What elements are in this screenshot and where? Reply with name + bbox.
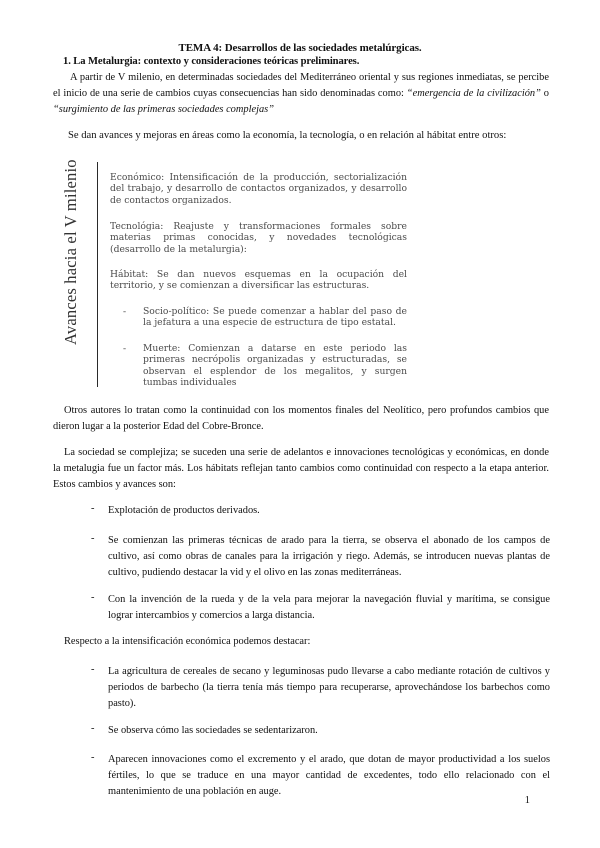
paragraph-2: Otros autores lo tratan como la continuidad con los momentos finales del Neolítico, pero profundos cambios que dieron lugar a la posterior Edad del Cobre-Bronce. — [53, 405, 549, 432]
diagram-item-tecnologia: Tecnológia: Reajuste y transformaciones formales sobre materias primas conocidas, y novedades tecnológicas (desarrollo de la metalurgia): — [110, 221, 407, 255]
list-item: Se observa cómo las sociedades se sedentarizaron. — [108, 725, 318, 736]
diagram-item-sociopolitico: Socio-político: Se puede comenzar a hablar del paso de la jefatura a una especie de estructura de tipo estatal. — [143, 306, 407, 329]
list-bullet: - — [91, 592, 95, 603]
list-bullet: - — [91, 503, 95, 514]
list-item: Explotación de productos derivados. — [108, 505, 260, 516]
intro-quote-1: “emergencia de la civilización” — [406, 88, 541, 99]
page-title: TEMA 4: Desarrollos de las sociedades metalúrgicas. — [178, 42, 422, 54]
diagram-item-habitat: Hábitat: Se dan nuevos esquemas en la ocupación del territorio, y se comienzan a diversificar las estructuras. — [110, 269, 407, 292]
diagram-item-muerte: Muerte: Comienzan a datarse en este periodo las primeras necrópolis organizadas y estructuradas, se observan el esplendor de los megalitos, y surgen tumbas individuales — [143, 343, 407, 388]
intro-paragraph — [53, 70, 549, 118]
list-bullet: - — [91, 752, 95, 763]
diagram-dash: - — [123, 343, 127, 353]
intro-connector: o — [540, 88, 549, 99]
paragraph-3: La sociedad se complejiza; se suceden una serie de adelantos e innovaciones tecnológicas y económicas, en donde la metalugia fue un factor más. Los hábitats reflejan tanto cambios como continuidad con respecto a la etapa anterior. Estos cambios y avances son: — [53, 447, 549, 490]
list-bullet: - — [91, 664, 95, 675]
page-number: 1 — [524, 795, 530, 806]
paragraph-4: Respecto a la intensificación económica podemos destacar: — [64, 636, 311, 647]
advances-intro: Se dan avances y mejoras en áreas como la economía, la tecnología, o en relación al hábitat entre otros: — [68, 130, 507, 141]
list-bullet: - — [91, 533, 95, 544]
list-bullet: - — [91, 723, 95, 734]
list-item: Con la invención de la rueda y de la vela para mejorar la navegación fluvial y marítima, se consigue lograr intercambios y comercios a larga distancia. — [108, 594, 550, 621]
diagram-dash: - — [123, 306, 127, 316]
intro-quote-2: “surgimiento de las primeras sociedades complejas” — [53, 104, 274, 115]
list-item: La agricultura de cereales de secano y leguminosas pudo llevarse a cabo mediante rotación de cultivos y periodos de barbecho (la tierra tenía más tiempo para recuperarse, aprovechándose los barbechos como pasto). — [108, 666, 550, 709]
list-item: Se comienzan las primeras técnicas de arado para la tierra, se observa el abonado de los campos de cultivo, así como obras de canales para la irrigación y riego. Además, se introducen nuevas plantas de cultivo, pudiendo destacar la vid y el olivo en las zonas mediterráneas. — [108, 535, 550, 578]
intro-text: A partir de V milenio, en determinadas sociedades del Mediterráneo oriental y sus regiones inmediatas, se percibe el inicio de una serie de cambios cuyas consecuencias han sido denominadas como: — [53, 72, 549, 99]
list-item: Aparecen innovaciones como el excremento y el arado, que dotan de mayor productividad a los suelos fértiles, lo que se traduce en una mayor cantidad de excedentes, todo ello relacionado con el mantenimiento de una población en auge. — [108, 754, 550, 797]
diagram-item-economico: Económico: Intensificación de la producción, sectorialización del trabajo, y desarrollo de contactos organizados, y desarrollo de contactos organizados. — [110, 172, 407, 206]
diagram-vertical-label: Avances hacia el V milenio — [61, 159, 80, 345]
section-heading: 1. La Metalurgia: contexto y consideraciones teóricas preliminares. — [63, 56, 360, 67]
